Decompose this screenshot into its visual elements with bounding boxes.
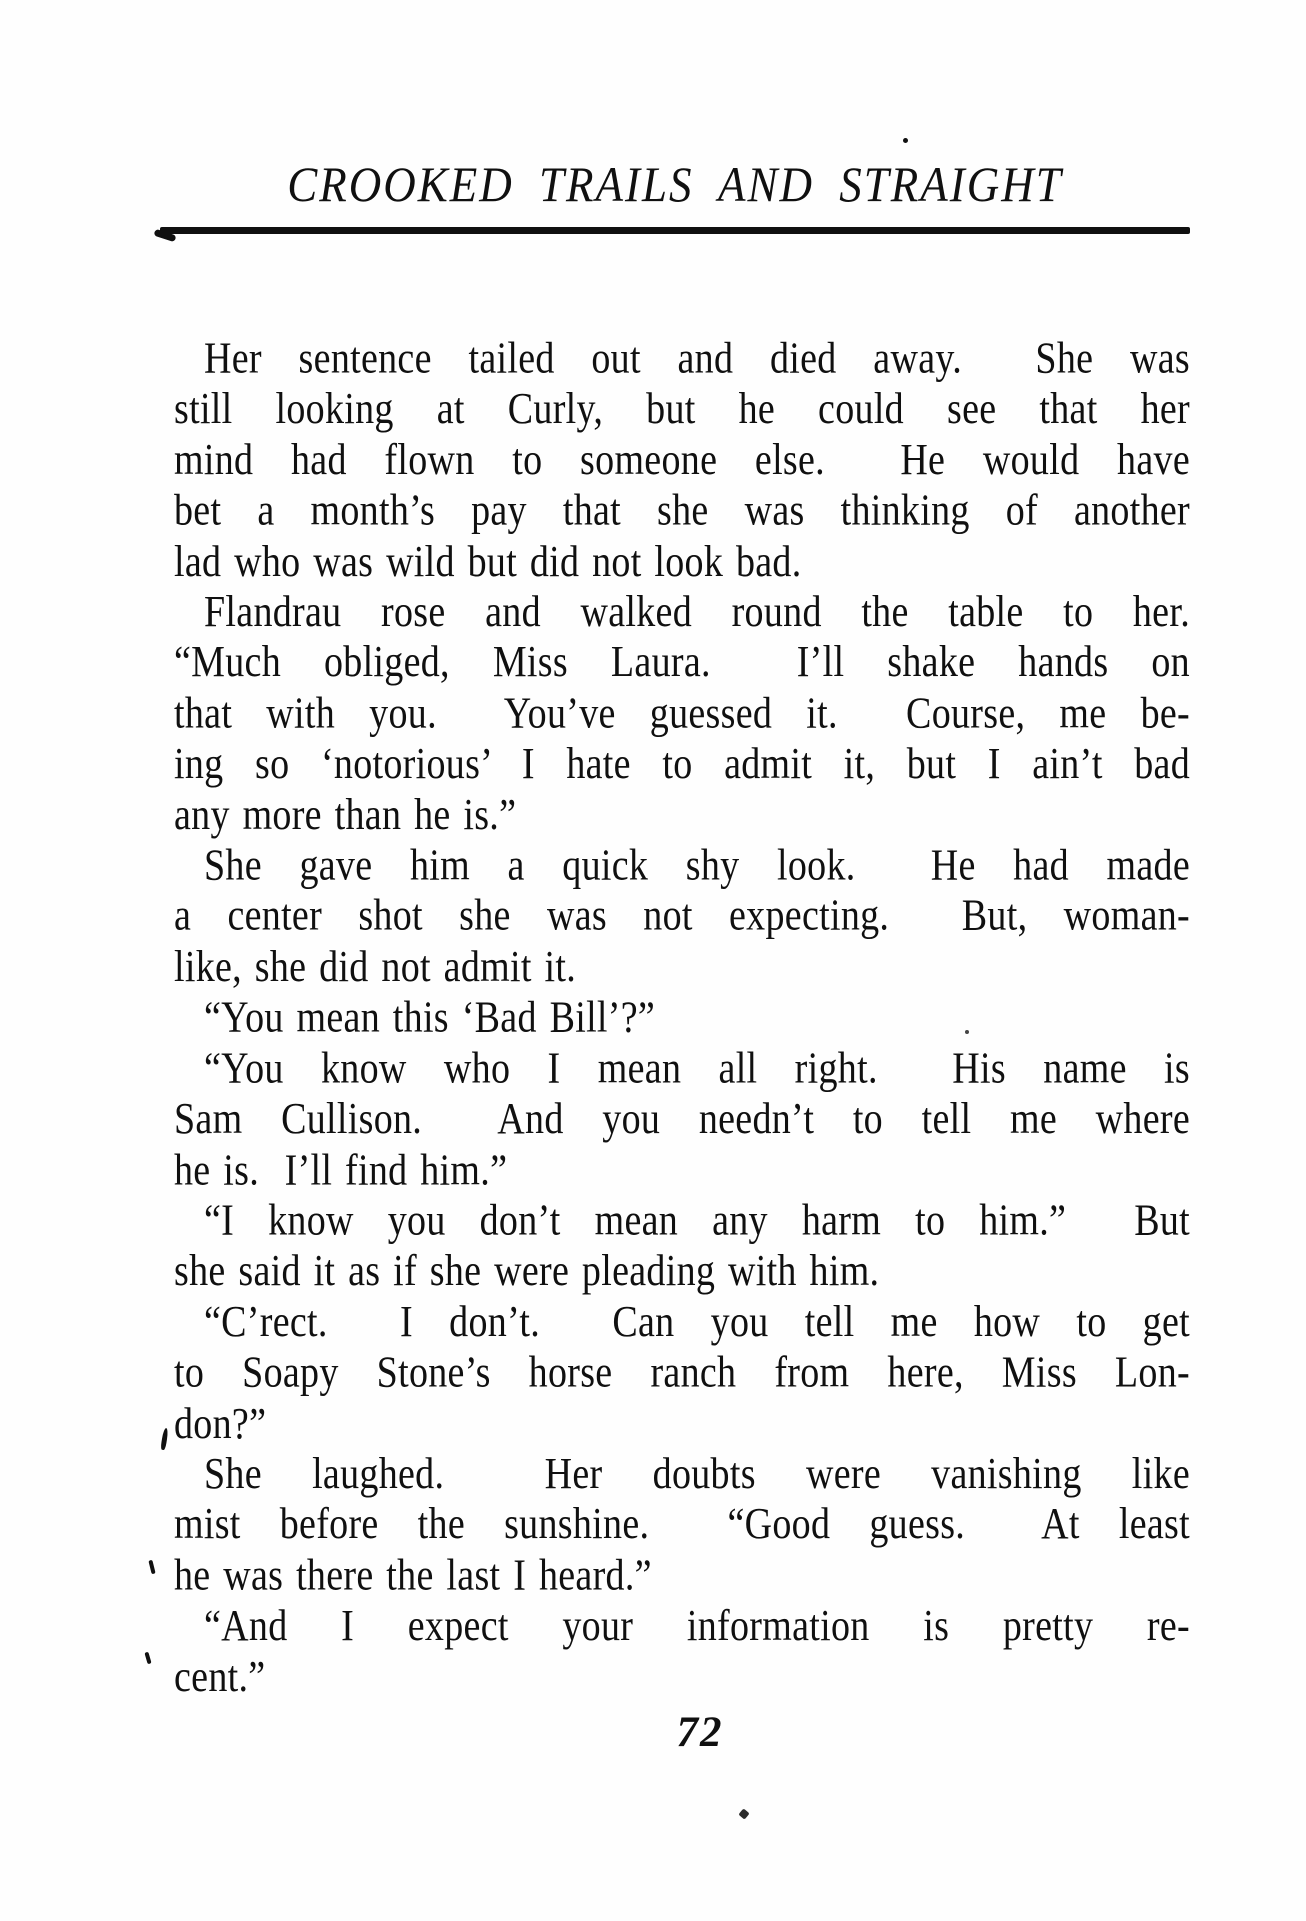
text-line: mist before the sunshine. “Good guess. At least [174, 1500, 1190, 1550]
scan-artifact [903, 138, 908, 143]
text-line: he was there the last I heard.” [174, 1550, 652, 1600]
text-line: don?” [174, 1398, 267, 1448]
text-line: bet a month’s pay that she was thinking of another [174, 486, 1190, 536]
header-rule [160, 227, 1190, 234]
text-line: “You mean this ‘Bad Bill’?” [204, 993, 656, 1043]
scan-artifact [144, 1652, 151, 1665]
text-line: “I know you don’t mean any harm to him.” But [204, 1195, 1190, 1245]
text-line: “You know who I mean all right. His name is [204, 1043, 1190, 1093]
scan-artifact [148, 1560, 155, 1575]
text-line: ing so ‘notorious’ I hate to admit it, but I ain’t bad [174, 739, 1190, 789]
running-head-title: CROOKED TRAILS AND STRAIGHT [287, 157, 1063, 213]
text-line: she said it as if she were pleading with him. [174, 1246, 880, 1296]
text-line: cent.” [174, 1652, 266, 1702]
text-line: “C’rect. I don’t. Can you tell me how to get [204, 1297, 1190, 1347]
text-line: that with you. You’ve guessed it. Course, me be- [174, 688, 1190, 738]
text-line: “And I expect your information is pretty re- [204, 1601, 1190, 1651]
text-line: mind had flown to someone else. He would have [174, 435, 1190, 485]
page-number: 72 [676, 1709, 724, 1756]
text-line: he is. I’ll find him.” [174, 1145, 508, 1195]
scan-artifact [965, 1030, 969, 1034]
scan-artifact [160, 1428, 168, 1451]
text-line: She gave him a quick shy look. He had made [204, 840, 1190, 891]
scan-artifact [738, 1808, 749, 1819]
body-text [174, 334, 1190, 1703]
text-line: any more than he is.” [174, 790, 517, 840]
text-line: She laughed. Her doubts were vanishing like [204, 1449, 1190, 1499]
text-line: like, she did not admit it. [174, 942, 577, 992]
text-line: to Soapy Stone’s horse ranch from here, Miss Lon- [174, 1347, 1190, 1398]
text-line: Flandrau rose and walked round the table to her. [204, 587, 1190, 637]
text-line: Her sentence tailed out and died away. She was [204, 334, 1190, 384]
text-line: “Much obliged, Miss Laura. I’ll shake hands on [174, 638, 1190, 688]
text-line: still looking at Curly, but he could see that her [174, 384, 1190, 434]
text-line: a center shot she was not expecting. But, woman- [174, 891, 1190, 941]
text-line: Sam Cullison. And you needn’t to tell me where [174, 1094, 1190, 1144]
text-line: lad who was wild but did not look bad. [174, 536, 802, 586]
